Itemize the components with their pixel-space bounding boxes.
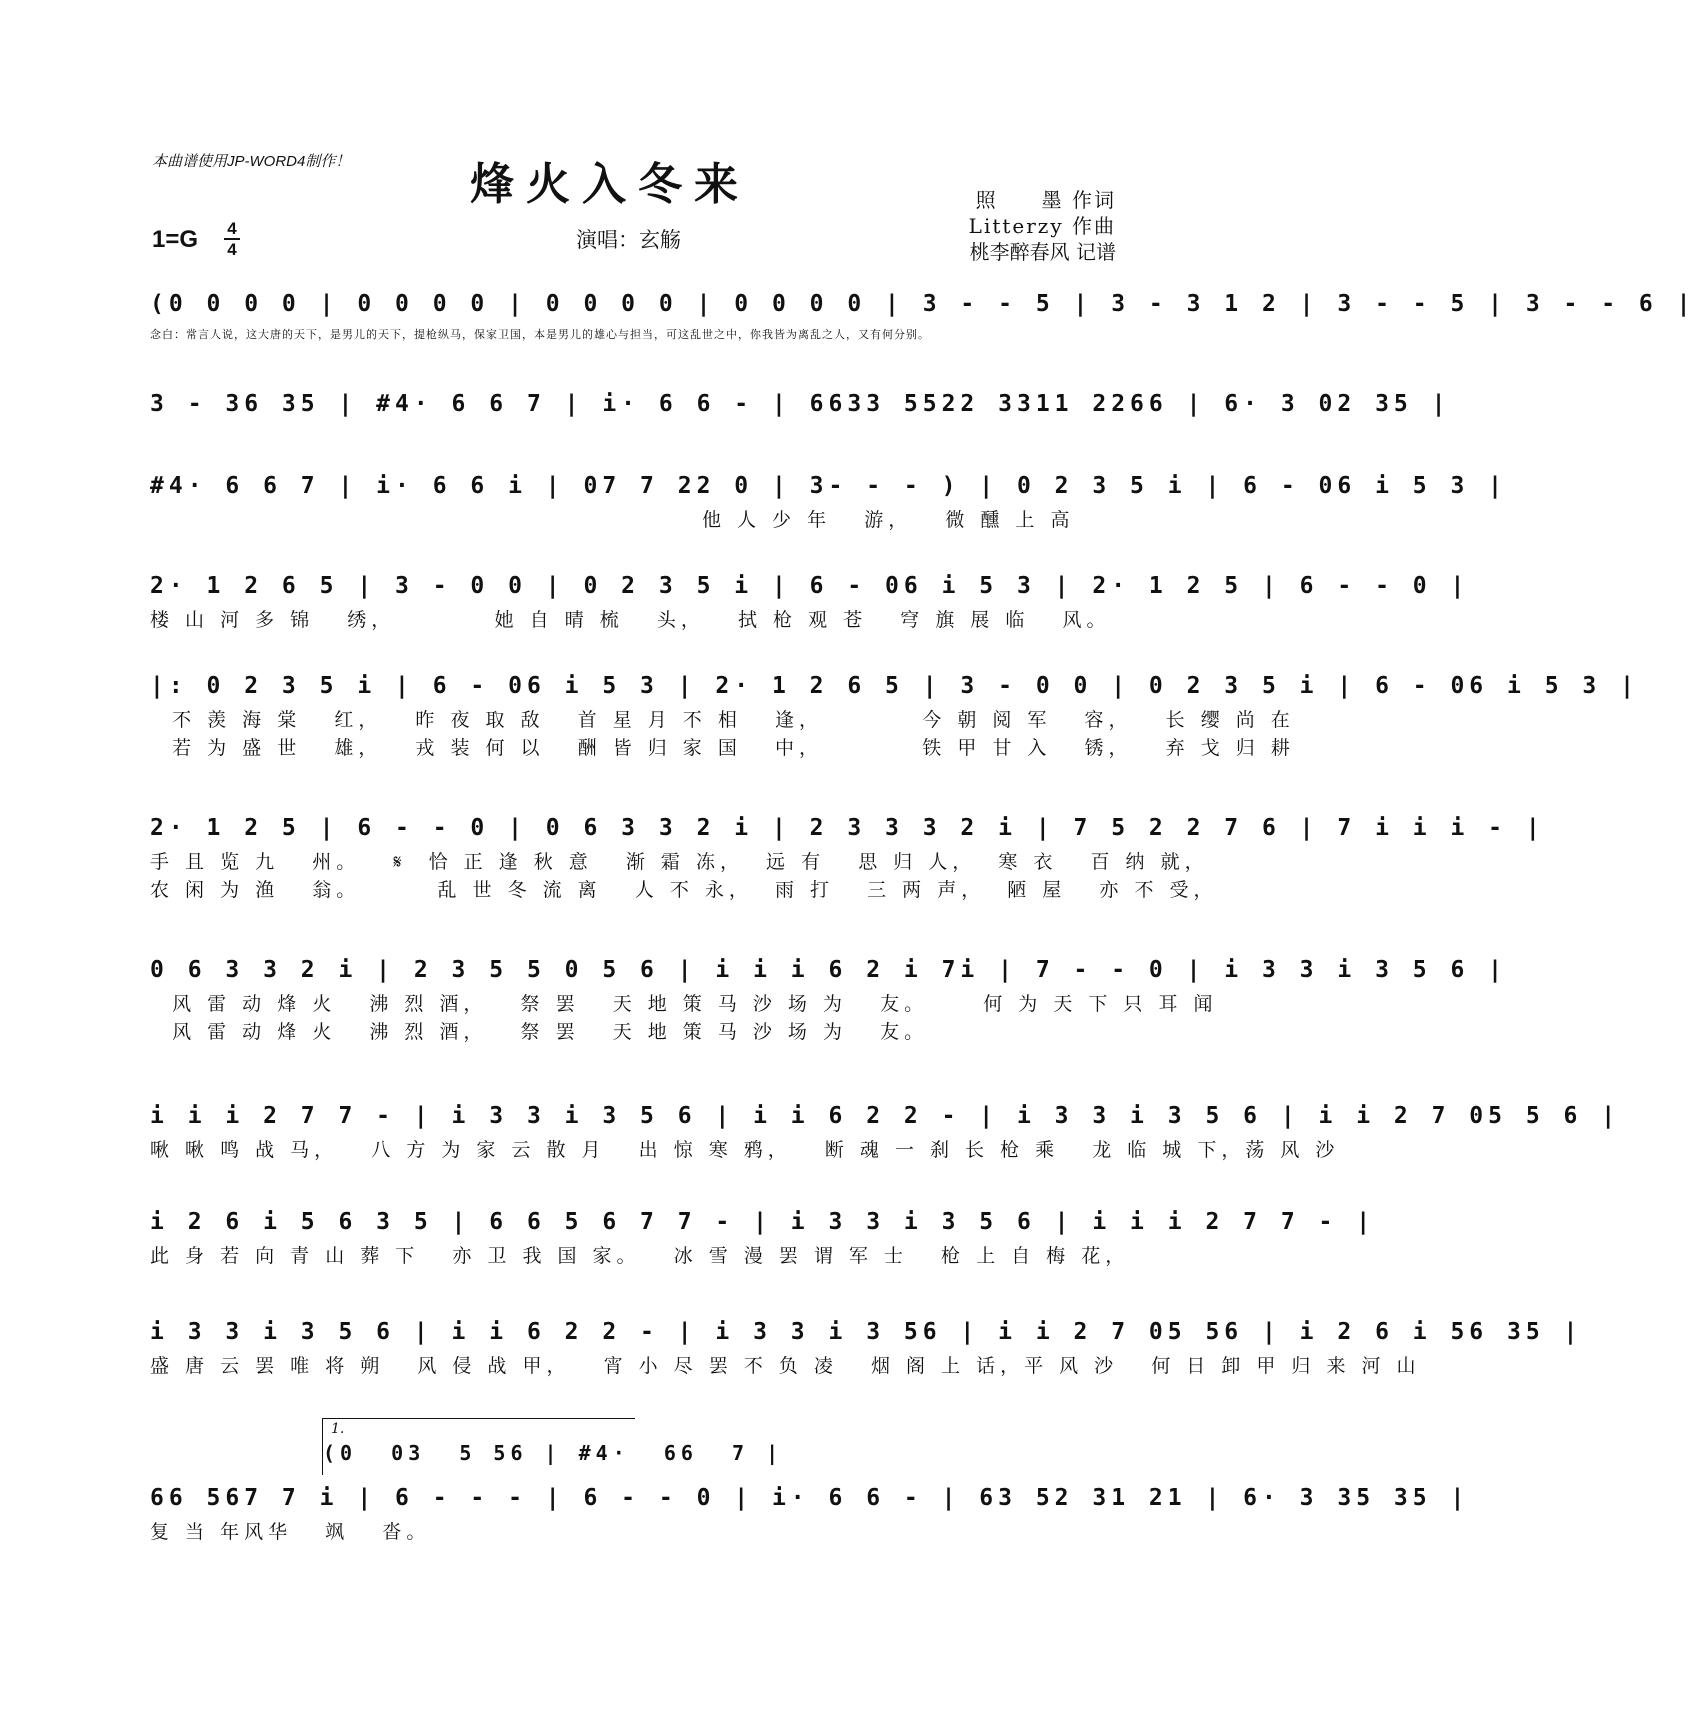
lyric-line: 复 当 年风华 飒 沓。: [150, 1521, 431, 1543]
notation-line: i 3 3 i 3 5 6 | i i 6 2 2 - | i 3 3 i 3 56 | i i 2 7 05 56 | i 2 6 i 56 35 |: [150, 1319, 1583, 1345]
time-signature-bottom: 4: [227, 240, 237, 259]
notation-line: i i i 2 7 7 - | i 3 3 i 3 5 6 | i i 6 2 2 - | i 3 3 i 3 5 6 | i i 2 7 05 5 6 |: [150, 1103, 1621, 1129]
lyric-line: 盛 唐 云 罢 唯 将 朔 风 侵 战 甲， 宵 小 尽 罢 不 负 凌 烟 阁 上 话，平 风 沙 何 日 卸 甲 归 来 河 山: [150, 1355, 1421, 1377]
staff-row-7: [150, 950, 1507, 1046]
volta-label: 1.: [331, 1421, 345, 1437]
notation-line: (0 0 0 0 | 0 0 0 0 | 0 0 0 0 | 0 0 0 0 | 3 - - 5 | 3 - 3 1 2 | 3 - - 5 | 3 - - 6 |: [150, 291, 1695, 317]
staff-row-1: [150, 284, 1695, 346]
notation-line: i 2 6 i 5 6 3 5 | 6 6 5 6 7 7 - | i 3 3 i 3 5 6 | i i i 2 7 7 - |: [150, 1209, 1376, 1235]
staff-row-6: [150, 808, 1545, 904]
lyric-line-verse-2: 若 为 盛 世 雄， 戎 装 何 以 酬 皆 归 家 国 中， 铁 甲 甘 入 锈， 弃 戈 归 耕: [150, 737, 1295, 759]
notation-line: 0 6 3 3 2 i | 2 3 5 5 0 5 6 | i i i 6 2 i 7i | 7 - - 0 | i 3 3 i 3 5 6 |: [150, 957, 1507, 983]
volta-notation: (0 03 5 56 | #4· 66 7 |: [323, 1441, 784, 1465]
song-title: 烽火入冬来: [470, 159, 750, 210]
notation-line: 2· 1 2 6 5 | 3 - 0 0 | 0 2 3 5 i | 6 - 06 i 5 3 | 2· 1 2 5 | 6 - - 0 |: [150, 573, 1470, 599]
staff-row-4: [150, 566, 1470, 634]
lyric-line-verse-1: 手 且 览 九 州。 𝄋 恰 正 逢 秋 意 渐 霜 冻， 远 有 思 归 人， 寒 衣 百 纳 就，: [150, 851, 1209, 873]
singer-credit: 演唱：玄觞: [576, 228, 681, 252]
notation-line: 66 567 7 i | 6 - - - | 6 - - 0 | i· 6 6 - | 63 52 31 21 | 6· 3 35 35 |: [150, 1485, 1470, 1511]
narration-line: 念白：常言人说，这大唐的天下，是男儿的天下，提枪纵马，保家卫国，本是男儿的雄心与担当，可这乱世之中，你我皆为离乱之人，又有何分别。: [150, 328, 930, 341]
notation-line: 3 - 36 35 | #4· 6 6 7 | i· 6 6 - | 6633 5522 3311 2266 | 6· 3 02 35 |: [150, 391, 1451, 417]
lyric-line: 啾 啾 鸣 战 马， 八 方 为 家 云 散 月 出 惊 寒 鸦， 断 魂 一 刹 长 枪 乘 龙 临 城 下，荡 风 沙: [150, 1139, 1340, 1161]
time-signature-top: 4: [227, 219, 237, 238]
staff-row-3: [150, 466, 1507, 534]
staff-row-11: [150, 1478, 1470, 1546]
staff-row-2: [150, 384, 1451, 424]
transcriber-credit: 桃李醉春风 记谱: [969, 240, 1116, 264]
lyric-line-verse-1: 风 雷 动 烽 火 沸 烈 酒， 祭 罢 天 地 策 马 沙 场 为 友。 何 为 天 下 只 耳 闻: [150, 993, 1218, 1015]
tool-note: 本曲谱使用JP-WORD4制作！: [152, 153, 351, 170]
staff-row-5: [150, 666, 1639, 762]
notation-line: #4· 6 6 7 | i· 6 6 i | 07 7 22 0 | 3- - - ) | 0 2 3 5 i | 6 - 06 i 5 3 |: [150, 473, 1507, 499]
volta-bracket: [322, 1418, 784, 1475]
lyricist-credit: 照 墨 作词: [975, 188, 1116, 212]
staff-row-10: [150, 1312, 1583, 1380]
staff-row-9: [150, 1202, 1376, 1270]
lyric-line-verse-2: 风 雷 动 烽 火 沸 烈 酒， 祭 罢 天 地 策 马 沙 场 为 友。: [150, 1021, 929, 1043]
key-signature: 1=G: [152, 226, 199, 253]
lyric-line: 他 人 少 年 游， 微 醺 上 高: [150, 509, 1075, 531]
notation-line: |: 0 2 3 5 i | 6 - 06 i 5 3 | 2· 1 2 6 5 | 3 - 0 0 | 0 2 3 5 i | 6 - 06 i 5 3 |: [150, 673, 1639, 699]
lyric-line: 此 身 若 向 青 山 葬 下 亦 卫 我 国 家。 冰 雪 漫 罢 谓 军 士 枪 上 自 梅 花，: [150, 1245, 1130, 1267]
notation-line: 2· 1 2 5 | 6 - - 0 | 0 6 3 3 2 i | 2 3 3 3 2 i | 7 5 2 2 7 6 | 7 i i i - |: [150, 815, 1545, 841]
lyric-line-verse-1: 不 羡 海 棠 红， 昨 夜 取 敌 首 星 月 不 相 逢， 今 朝 阅 军 容， 长 缨 尚 在: [150, 709, 1295, 731]
lyric-line-verse-2: 农 闲 为 渔 翁。 乱 世 冬 流 离 人 不 永， 雨 打 三 两 声， 陋 屋 亦 不 受，: [150, 879, 1218, 901]
composer-credit: Litterzy 作曲: [968, 214, 1116, 238]
time-signature: [222, 220, 242, 258]
staff-row-8: [150, 1096, 1621, 1164]
lyric-line: 楼 山 河 多 锦 绣， 她 自 晴 梳 头， 拭 枪 观 苍 穹 旗 展 临 风。: [150, 609, 1111, 631]
